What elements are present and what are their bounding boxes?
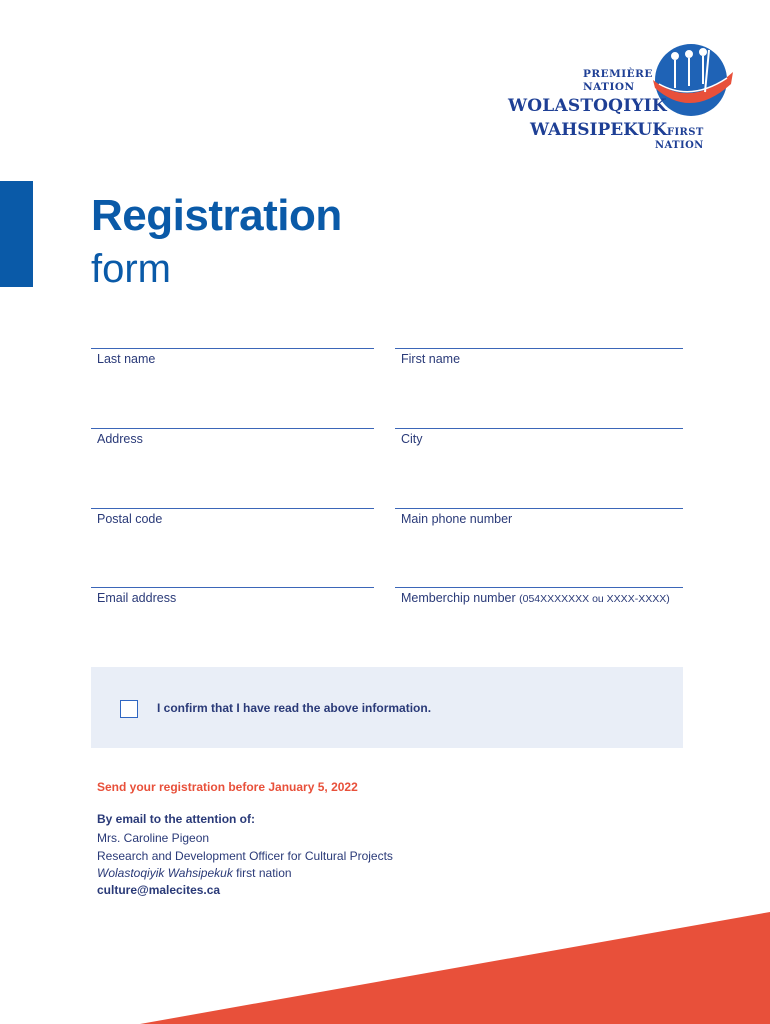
org-name-rest: first nation [232, 866, 292, 880]
email-address-field[interactable] [91, 587, 374, 648]
first-name-field[interactable] [395, 348, 683, 409]
logo-nation2-text: NATION [655, 140, 704, 151]
org-name-italic: Wolastoqiyik Wahsipekuk [97, 866, 233, 880]
last-name-label: Last name [97, 352, 156, 366]
logo-name-line1: WOLASTOQIYIK [508, 96, 667, 116]
membership-hint: (054XXXXXXX ou XXXX-XXXX) [519, 593, 670, 605]
contact-name: Mrs. Caroline Pigeon [97, 831, 210, 845]
city-label: City [401, 432, 423, 446]
main-phone-field[interactable] [395, 508, 683, 569]
last-name-field[interactable] [91, 348, 374, 409]
page-title: Registration [91, 191, 342, 240]
main-phone-label: Main phone number [401, 512, 513, 526]
by-email-heading: By email to the attention of: [97, 812, 256, 826]
confirm-checkbox[interactable] [120, 700, 138, 718]
address-label: Address [97, 432, 143, 446]
contact-organization [97, 866, 292, 880]
confirm-panel [91, 667, 683, 748]
side-accent-bar [0, 181, 33, 287]
logo-premiere-nation [583, 68, 653, 94]
email-address-label: Email address [97, 591, 177, 605]
page-subtitle: form [91, 247, 171, 291]
city-field[interactable] [395, 428, 683, 489]
postal-code-label: Postal code [97, 512, 163, 526]
first-name-label: First name [401, 352, 461, 366]
address-field[interactable] [91, 428, 374, 489]
logo-name-line2: WAHSIPEKUK [530, 120, 667, 140]
membership-label-wrap [401, 591, 670, 605]
logo-first-text: FIRST [666, 127, 704, 138]
logo-first-nation [655, 126, 704, 152]
deadline-notice: Send your registration before January 5, 2022 [97, 780, 358, 794]
confirm-label: I confirm that I have read the above information. [157, 701, 432, 715]
logo-premiere-text: PREMIÈRE [583, 68, 653, 80]
contact-role: Research and Development Officer for Cultural Projects [97, 849, 393, 863]
postal-code-field[interactable] [91, 508, 374, 569]
membership-number-field[interactable] [395, 587, 683, 648]
contact-email-link[interactable]: culture@malecites.ca [97, 883, 221, 897]
membership-number-label: Memberchip number [401, 591, 516, 605]
organization-logo [505, 40, 745, 160]
logo-nation-text: NATION [583, 81, 635, 93]
